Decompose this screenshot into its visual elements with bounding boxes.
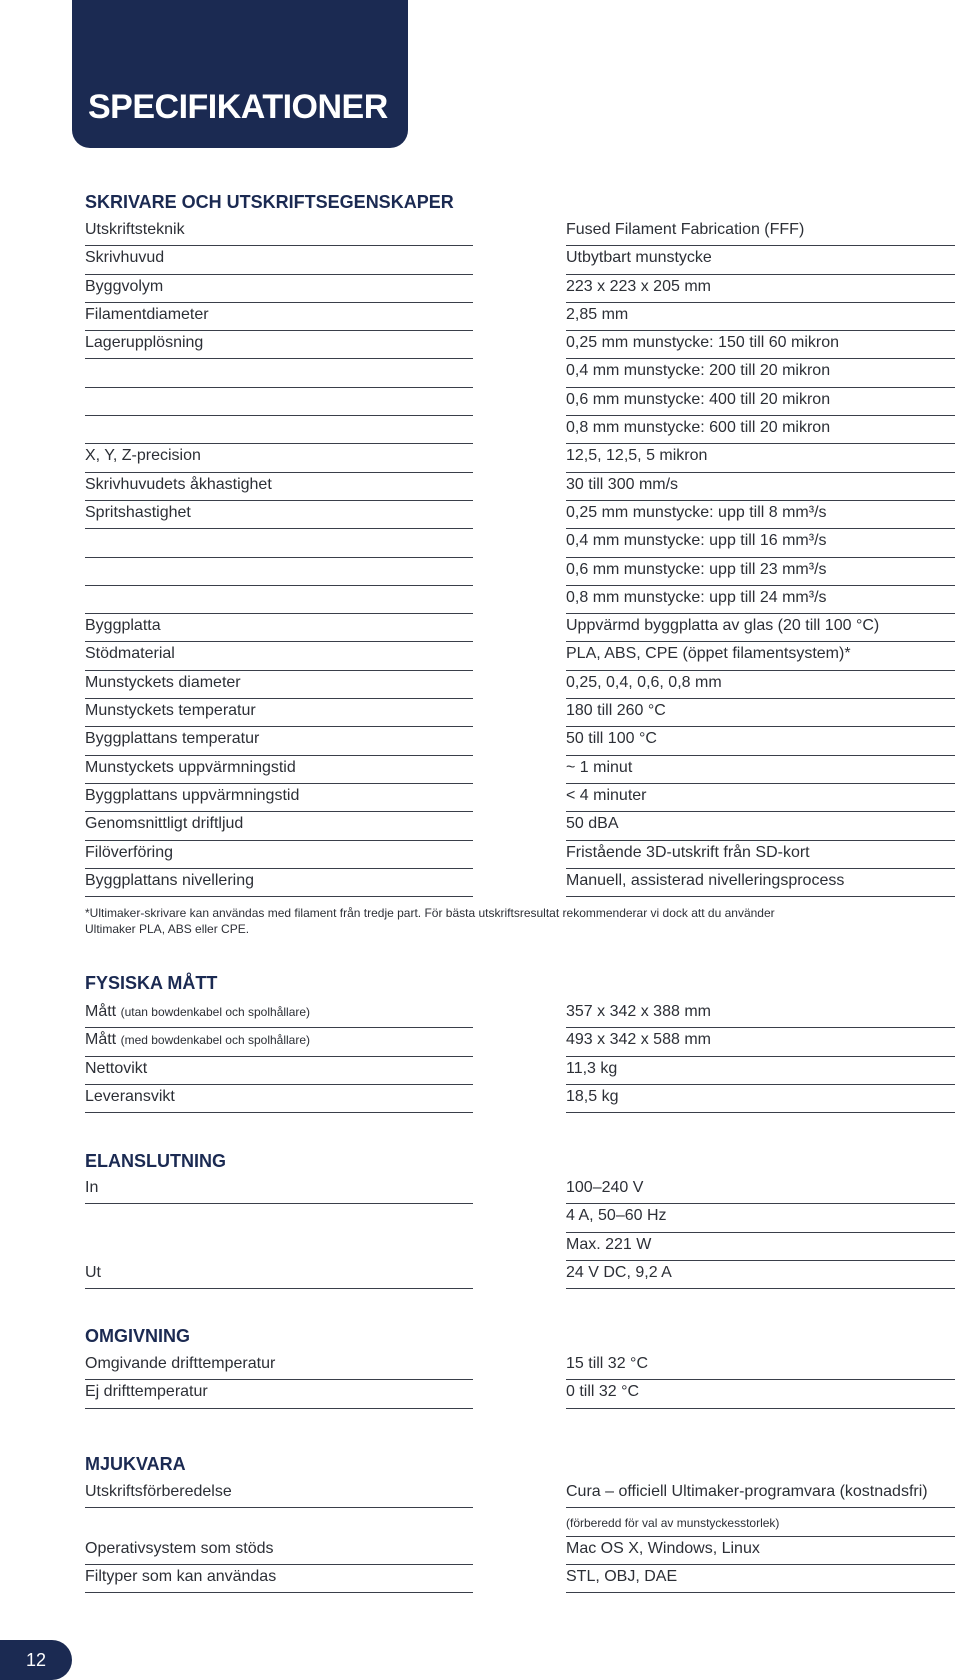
spec-label-text: Munstyckets uppvärmningstid <box>85 758 296 776</box>
spec-row <box>0 1204 960 1232</box>
spec-value: Utbytbart munstycke <box>566 246 955 274</box>
spec-label <box>85 529 473 557</box>
spec-label <box>85 246 473 274</box>
spec-label <box>85 614 473 642</box>
spec-table-printer <box>0 218 960 897</box>
title-tab <box>72 0 408 148</box>
spec-label-text: Munstyckets temperatur <box>85 702 256 720</box>
spec-value: 0,8 mm munstycke: 600 till 20 mikron <box>566 416 955 444</box>
spec-label <box>85 671 473 699</box>
spec-value: 0,6 mm munstycke: upp till 23 mm³/s <box>566 558 955 586</box>
spec-value: 18,5 kg <box>566 1085 955 1113</box>
spec-row <box>0 558 960 586</box>
spec-value: 180 till 260 °C <box>566 699 955 727</box>
spec-label-text: Byggplattans temperatur <box>85 730 260 748</box>
spec-row <box>0 1085 960 1113</box>
spec-label <box>85 416 473 444</box>
spec-value: 0,6 mm munstycke: 400 till 20 mikron <box>566 388 955 416</box>
spec-label <box>85 1028 473 1056</box>
spec-value: Manuell, assisterad nivelleringsprocess <box>566 869 955 897</box>
spec-label <box>85 388 473 416</box>
spec-value: 0,25, 0,4, 0,6, 0,8 mm <box>566 671 955 699</box>
spec-value: Cura – officiell Ultimaker-programvara (kostnadsfri) <box>566 1480 955 1508</box>
spec-value: 357 x 342 x 388 mm <box>566 1000 955 1028</box>
section-heading-physical: FYSISKA MÅTT <box>85 973 218 993</box>
spec-label <box>85 812 473 840</box>
spec-label: In <box>85 1176 473 1204</box>
spec-row <box>0 727 960 755</box>
spec-label <box>85 558 473 586</box>
spec-label-text: Byggplatta <box>85 617 161 635</box>
spec-value: Fristående 3D-utskrift från SD-kort <box>566 841 955 869</box>
spec-value: 493 x 342 x 588 mm <box>566 1028 955 1056</box>
spec-label-text: Stödmaterial <box>85 645 175 663</box>
spec-table-power <box>0 1176 960 1289</box>
spec-label-text: Skrivhuvudets åkhastighet <box>85 475 272 493</box>
spec-value: ~ 1 minut <box>566 756 955 784</box>
spec-label-text: Filtyper som kan användas <box>85 1567 277 1585</box>
spec-label <box>85 444 473 472</box>
spec-label-text: Leveransvikt <box>85 1087 175 1105</box>
spec-table-physical <box>0 1000 960 1113</box>
spec-value: 223 x 223 x 205 mm <box>566 275 955 303</box>
spec-row <box>0 501 960 529</box>
spec-value: 30 till 300 mm/s <box>566 473 955 501</box>
spec-value: 0,25 mm munstycke: 150 till 60 mikron <box>566 331 955 359</box>
spec-row <box>0 218 960 246</box>
spec-label <box>85 218 473 246</box>
spec-value: 24 V DC, 9,2 A <box>566 1261 955 1289</box>
spec-value: Fused Filament Fabrication (FFF) <box>566 218 955 246</box>
section-heading-environment: OMGIVNING <box>85 1326 191 1346</box>
spec-row <box>0 841 960 869</box>
spec-label-text: Mått <box>85 1031 117 1049</box>
section-heading-software: MJUKVARA <box>85 1454 186 1474</box>
spec-label-text: Filamentdiameter <box>85 305 209 323</box>
spec-value: 50 till 100 °C <box>566 727 955 755</box>
spec-row <box>0 1000 960 1028</box>
spec-label <box>85 1480 473 1508</box>
spec-row <box>0 1537 960 1565</box>
spec-row <box>0 1565 960 1593</box>
page-title: SPECIFIKATIONER <box>88 88 388 126</box>
spec-label-text: Operativsystem som stöds <box>85 1539 274 1557</box>
spec-value: Max. 221 W <box>566 1233 955 1261</box>
spec-label <box>85 586 473 614</box>
spec-row <box>0 275 960 303</box>
spec-row <box>0 1233 960 1261</box>
spec-label-text: Omgivande drifttemperatur <box>85 1355 276 1372</box>
spec-label-text: Utskriftsteknik <box>85 221 185 238</box>
spec-value: 11,3 kg <box>566 1057 955 1085</box>
spec-row <box>0 869 960 897</box>
spec-label <box>85 756 473 784</box>
spec-label-text: Utskriftsförberedelse <box>85 1483 232 1500</box>
spec-value: (förberedd för val av munstyckesstorlek) <box>566 1508 955 1536</box>
spec-row <box>0 529 960 557</box>
spec-label <box>85 1537 473 1565</box>
spec-label-text: Byggplattans uppvärmningstid <box>85 786 300 804</box>
spec-row <box>0 331 960 359</box>
section-heading-power: ELANSLUTNING <box>85 1151 226 1171</box>
spec-label <box>85 727 473 755</box>
spec-table-environment <box>0 1352 960 1409</box>
spec-label-text: Mått <box>85 1003 117 1020</box>
spec-label <box>85 1565 473 1593</box>
spec-value: 0 till 32 °C <box>566 1380 955 1408</box>
spec-label <box>85 869 473 897</box>
spec-label <box>85 275 473 303</box>
spec-value: 0,4 mm munstycke: 200 till 20 mikron <box>566 359 955 387</box>
spec-value: Uppvärmd byggplatta av glas (20 till 100 °C) <box>566 614 955 642</box>
section-heading-printer: SKRIVARE OCH UTSKRIFTSEGENSKAPER <box>85 192 454 212</box>
spec-row <box>0 473 960 501</box>
spec-label <box>85 359 473 387</box>
spec-row <box>0 642 960 670</box>
spec-label <box>85 1085 473 1113</box>
spec-value: 0,4 mm munstycke: upp till 16 mm³/s <box>566 529 955 557</box>
spec-value: 0,8 mm munstycke: upp till 24 mm³/s <box>566 586 955 614</box>
spec-label <box>85 699 473 727</box>
spec-value: < 4 minuter <box>566 784 955 812</box>
spec-row <box>0 246 960 274</box>
spec-label: Ut <box>85 1261 473 1289</box>
spec-value: Mac OS X, Windows, Linux <box>566 1537 955 1565</box>
spec-value: 100–240 V <box>566 1176 955 1204</box>
spec-row <box>0 416 960 444</box>
spec-row <box>0 1028 960 1056</box>
spec-label <box>85 1352 473 1380</box>
spec-row <box>0 303 960 331</box>
spec-value: PLA, ABS, CPE (öppet filamentsystem)* <box>566 642 955 670</box>
spec-row <box>0 1508 960 1536</box>
spec-row <box>0 1352 960 1380</box>
footnote: *Ultimaker-skrivare kan användas med filament från tredje part. För bästa utskriftsresultat rekommenderar vi dock att du använder Ultimaker PLA, ABS eller CPE. <box>85 906 775 936</box>
spec-row <box>0 756 960 784</box>
spec-label <box>85 642 473 670</box>
spec-label-text: Spritshastighet <box>85 503 191 521</box>
spec-row <box>0 1380 960 1408</box>
spec-value: 0,25 mm munstycke: upp till 8 mm³/s <box>566 501 955 529</box>
spec-label <box>85 1057 473 1085</box>
spec-row <box>0 359 960 387</box>
spec-label <box>85 303 473 331</box>
spec-row <box>0 1176 960 1204</box>
spec-row <box>0 1480 960 1508</box>
spec-label <box>85 501 473 529</box>
spec-row <box>0 784 960 812</box>
spec-value: 50 dBA <box>566 812 955 840</box>
page-number: 12 <box>26 1650 47 1670</box>
spec-value: 4 A, 50–60 Hz <box>566 1204 955 1232</box>
spec-label-note: (utan bowdenkabel och spolhållare) <box>120 1005 311 1019</box>
spec-row <box>0 614 960 642</box>
spec-label-note: (med bowdenkabel och spolhållare) <box>120 1033 311 1048</box>
spec-label-text: X, Y, Z-precision <box>85 447 201 465</box>
spec-label-text: Lagerupplösning <box>85 334 204 352</box>
spec-label <box>85 473 473 501</box>
spec-label <box>85 1000 473 1028</box>
spec-row <box>0 1261 960 1289</box>
spec-value: STL, OBJ, DAE <box>566 1565 955 1593</box>
spec-label-text: Filöverföring <box>85 843 174 861</box>
spec-row <box>0 586 960 614</box>
spec-row <box>0 699 960 727</box>
spec-table-software <box>0 1480 960 1593</box>
spec-label-text: Skrivhuvud <box>85 249 165 267</box>
spec-label-text: Nettovikt <box>85 1059 148 1077</box>
spec-value: 2,85 mm <box>566 303 955 331</box>
spec-label <box>85 841 473 869</box>
page-number-badge <box>0 1640 72 1680</box>
spec-row <box>0 671 960 699</box>
spec-value: 12,5, 12,5, 5 mikron <box>566 444 955 472</box>
spec-value: 15 till 32 °C <box>566 1352 955 1380</box>
spec-row <box>0 388 960 416</box>
spec-label <box>85 784 473 812</box>
spec-label-text: Ej drifttemperatur <box>85 1383 208 1401</box>
spec-label <box>85 1380 473 1408</box>
spec-label-text: Byggvolym <box>85 277 164 295</box>
spec-label <box>85 331 473 359</box>
spec-row <box>0 1057 960 1085</box>
spec-label-text: Munstyckets diameter <box>85 673 241 691</box>
spec-label-text: Byggplattans nivellering <box>85 871 254 889</box>
spec-row <box>0 444 960 472</box>
spec-row <box>0 812 960 840</box>
spec-label-text: Genomsnittligt driftljud <box>85 815 244 833</box>
